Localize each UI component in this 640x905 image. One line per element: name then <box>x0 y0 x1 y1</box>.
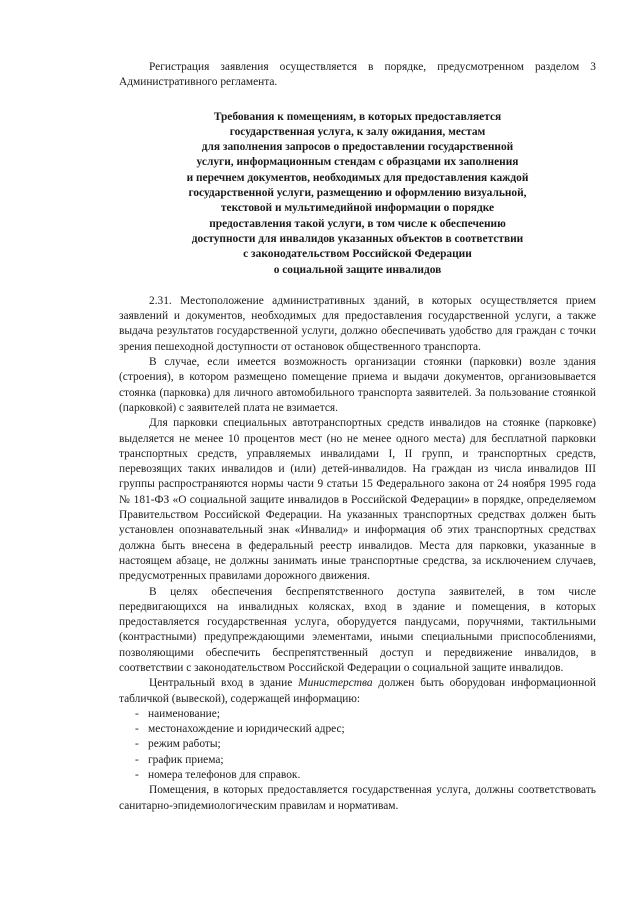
heading-line: и перечнем документов, необходимых для предоставления каждой <box>186 171 529 184</box>
document-page <box>119 60 596 814</box>
paragraph-disabled-parking: Для парковки специальных автотранспортных средств инвалидов на стоянке (парковке) выделяется не менее 10 процентов мест (но не менее одного места) для бесплатной парковки транспортных средств, управляемых инвалидами I, II групп, и транспортных средств, перевозящих таких инвалидов и (или) детей-инвалидов. На граждан из числа инвалидов III группы распространяются нормы части 9 статьи 15 Федерального закона от 24 ноября 1995 года № 181-ФЗ «О социальной защите инвалидов в Российской Федерации» в порядке, определяемом Правительством Российской Федерации. На указанных транспортных средствах должен быть установлен опознавательный знак «Инвалид» и информация об этих транспортных средствах должна быть внесена в федеральный реестр инвалидов. Места для парковки, указанные в настоящем абзаце, не должны занимать иные транспортные средства, за исключением случаев, предусмотренных правилами дорожного движения. <box>119 417 596 583</box>
entrance-text-after: должен быть оборудован информационной табличкой (вывеской), содержащей информацию: <box>119 677 596 705</box>
entrance-ministry: Министерства <box>298 677 373 690</box>
section-heading <box>119 110 596 278</box>
heading-line: государственной услуги, размещению и оформлению визуальной, <box>188 187 527 200</box>
heading-line: государственная услуга, к залу ожидания, местам <box>229 125 486 138</box>
list-item: - график приема; <box>135 753 596 768</box>
heading-line: доступности для инвалидов указанных объектов в соответствии <box>191 232 524 245</box>
list-item: - местонахождение и юридический адрес; <box>135 722 596 737</box>
info-list <box>119 707 596 783</box>
heading-line: с законодательством Российской Федерации <box>243 248 472 261</box>
list-item: - режим работы; <box>135 737 596 752</box>
list-item: - наименование; <box>135 707 596 722</box>
intro-paragraph: Регистрация заявления осуществляется в порядке, предусмотренном разделом 3 Административного регламента. <box>119 61 596 89</box>
paragraph-parking: В случае, если имеется возможность организации стоянки (парковки) возле здания (строения), в котором размещено помещение приема и выдачи документов, организовывается стоянка (парковка) для личного автомобильного транспорта заявителей. За пользование стоянкой (парковкой) с заявителей плата не взимается. <box>119 356 596 414</box>
heading-line: услуги, информационным стендам с образцами их заполнения <box>196 156 519 169</box>
heading-line: для заполнения запросов о предоставлении государственной <box>201 141 514 154</box>
heading-line: предоставления такой услуги, в том числе к обеспечению <box>209 217 506 230</box>
heading-line: текстовой и мультимедийной информации о порядке <box>220 202 495 215</box>
heading-line: Требования к помещениям, в которых предоставляется <box>213 110 502 123</box>
list-item: - номера телефонов для справок. <box>135 768 596 783</box>
heading-line: о социальной защите инвалидов <box>273 263 442 276</box>
entrance-text-before: Центральный вход в здание <box>149 677 299 690</box>
paragraph-location: 2.31. Местоположение административных зданий, в которых осуществляется прием заявлений и документов, необходимых для предоставления государственной услуги, а также выдача результатов государственной услуги, должно обеспечивать удобство для граждан с точки зрения пешеходной доступности от остановок общественного транспорта. <box>119 294 596 353</box>
paragraph-accessibility: В целях обеспечения беспрепятственного доступа заявителей, в том числе передвигающихся на инвалидных колясках, вход в здание и помещения, в которых предоставляется государственная услуга, оборудуется пандусами, поручнями, тактильными (контрастными) предупреждающими элементами, иными специальными приспособлениями, позволяющими обеспечить беспрепятственный доступ и передвижение инвалидов, в соответствии с законодательством Российской Федерации о социальной защите инвалидов. <box>119 585 596 674</box>
paragraph-entrance <box>119 676 596 707</box>
paragraph-closing: Помещения, в которых предоставляется государственная услуга, должны соответствовать санитарно-эпидемиологическим правилам и нормативам. <box>119 784 596 812</box>
